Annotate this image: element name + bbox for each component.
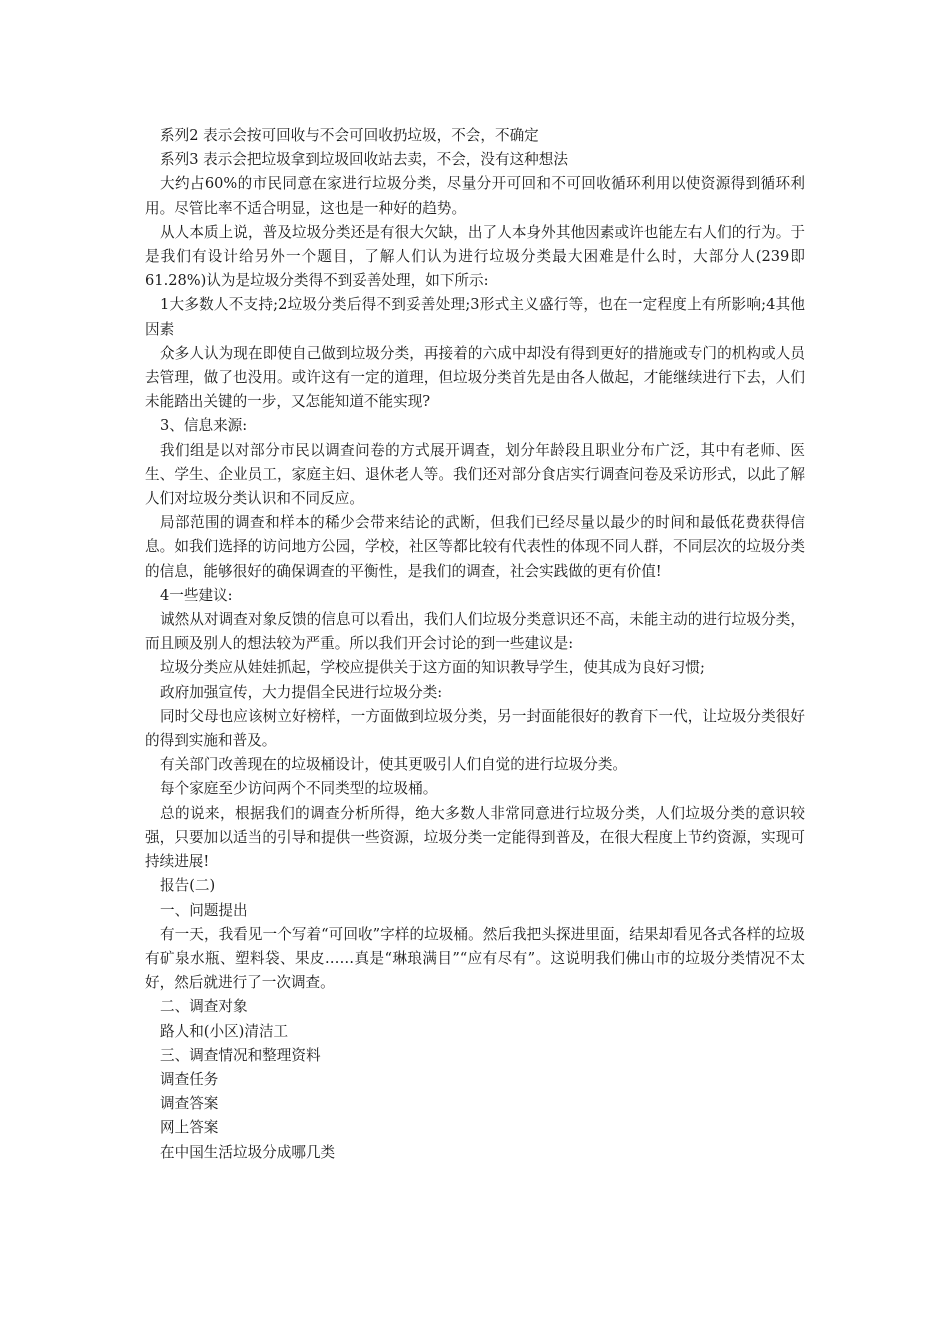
report-two-title: 报告(二) <box>160 877 216 895</box>
paragraph-suggestions-intro: 诚然从对调查对象反馈的信息可以看出，我们人们垃圾分类意识还不高，未能主动的进行垃圾分类，而且顾及别人的想法较为严重。所以我们开会讨论的到一些建议是: <box>145 611 805 653</box>
suggestion-school: 垃圾分类应从娃娃抓起，学校应提供关于这方面的知识教导学生，使其成为良好习惯; <box>160 659 705 677</box>
paragraph-sixty-percent: 大约占60%的市民同意在家进行垃圾分类，尽量分开可回和不可回收循环利用以使资源得到循环利用。尽管比率不适合明显，这也是一种好的趋势。 <box>145 175 805 217</box>
item-question-categories: 在中国生活垃圾分成哪几类 <box>160 1143 336 1161</box>
section-heading-survey-data: 三、调查情况和整理资料 <box>160 1046 321 1064</box>
paragraph-subjects: 路人和(小区)清洁工 <box>160 1022 289 1040</box>
paragraph-series2-desc: 系列2 表示会按可回收与不会可回收扔垃圾，不会，不确定 <box>160 127 539 144</box>
paragraph-survey-method: 我们组是以对部分市民以调查问卷的方式展开调查，划分年龄段且职业分布广泛，其中有老师、医生、学生、企业员工，家庭主妇、退休老人等。我们还对部分食店实行调查问卷及采访形式，以此了解人们对垃圾分类认识和不同反应。 <box>145 441 805 508</box>
paragraph-problem-story: 有一天，我看见一个写着“可回收”字样的垃圾桶。然后我把头探进里面，结果却看见各式各样的垃圾有矿泉水瓶、塑料袋、果皮……真是“琳琅满目”“应有尽有”。这说明我们佛山市的垃圾分类情况不太好，然后就进行了一次调查。 <box>145 925 805 992</box>
suggestion-government: 政府加强宣传，大力提倡全民进行垃圾分类: <box>160 683 443 701</box>
suggestion-household-bins: 每个家庭至少访问两个不同类型的垃圾桶。 <box>160 780 438 798</box>
paragraph-difficulty-list: 1大多数人不支持;2垃圾分类后得不到妥善处理;3形式主义盛行等，也在一定程度上有所影响;4其他因素 <box>145 296 805 338</box>
suggestion-parents: 同时父母也应该树立好榜样，一方面做到垃圾分类，另一封面能很好的教育下一代，让垃圾分类很好的得到实施和普及。 <box>145 707 805 750</box>
paragraph-series3-desc: 系列3 表示会把垃圾拿到垃圾回收站去卖，不会，没有这种想法 <box>160 151 568 169</box>
suggestion-bin-design: 有关部门改善现在的垃圾桶设计，使其更吸引人们自觉的进行垃圾分类。 <box>160 756 628 774</box>
section-heading-suggestions: 4一些建议: <box>160 586 233 604</box>
item-online-answers: 网上答案 <box>160 1119 219 1137</box>
document-body <box>145 124 805 1165</box>
section-heading-subjects: 二、调查对象 <box>160 998 248 1016</box>
section-heading-info-source: 3、信息来源: <box>160 417 248 435</box>
paragraph-essence: 从人本质上说，普及垃圾分类还是有很大欠缺，出了人本身外其他因素或许也能左右人们的行为。于是我们有设计给另外一个题目，了解人们认为进行垃圾分类最大困难是什么时，大部分人(239即61.28%)认为是垃圾分类得不到妥善处理，如下所示: <box>145 223 805 290</box>
paragraph-survey-scope: 局部范围的调查和样本的稀少会带来结论的武断，但我们已经尽量以最少的时间和最低花费获得信息。如我们选择的访问地方公园，学校，社区等都比较有代表性的体现不同人群，不同层次的垃圾分类的信息，能够很好的确保调查的平衡性，是我们的调查，社会实践做的更有价值! <box>145 514 805 580</box>
item-survey-task: 调查任务 <box>160 1070 219 1088</box>
paragraph-conclusion: 总的说来，根据我们的调查分析所得，绝大多数人非常同意进行垃圾分类，人们垃圾分类的意识较强，只要加以适当的引导和提供一些资源，垃圾分类一定能得到普及，在很大程度上节约资源，实现可持续进展! <box>145 804 805 871</box>
item-survey-answers: 调查答案 <box>160 1095 219 1113</box>
paragraph-majority-opinion: 众多人认为现在即使自己做到垃圾分类，再接着的六成中却没有得到更好的措施或专门的机构或人员去管理，做了也没用。或许这有一定的道理，但垃圾分类首先是由各人做起，才能继续进行下去，人们未能踏出关键的一步，又怎能知道不能实现? <box>145 344 805 411</box>
section-heading-problem: 一、问题提出 <box>160 901 248 919</box>
